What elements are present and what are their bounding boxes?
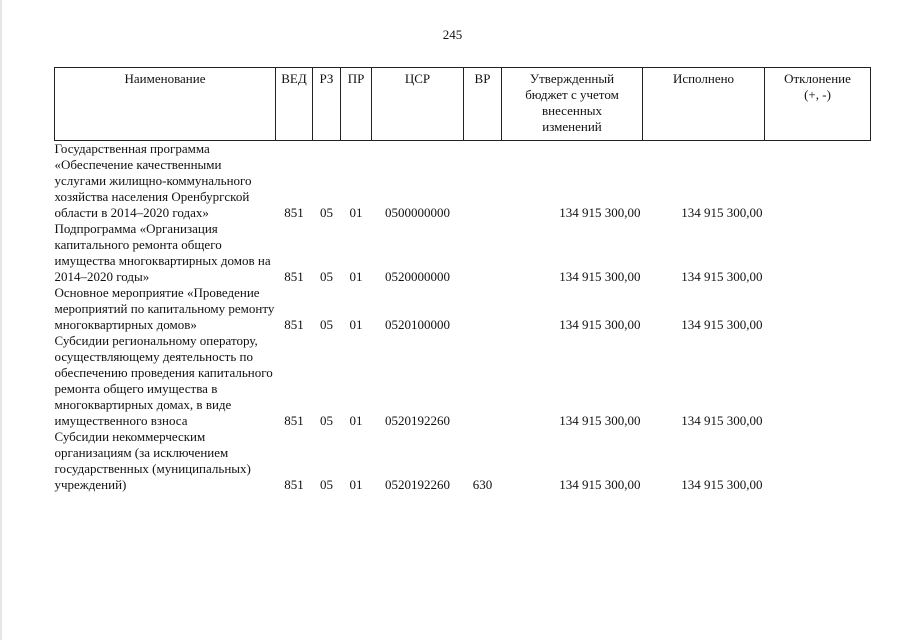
row-rz-cell: 05 <box>320 269 333 284</box>
row-vr-cell <box>464 333 502 429</box>
row-rz-cell: 05 <box>320 317 333 332</box>
row-pr-cell: 01 <box>349 413 363 428</box>
row-ved-cell: 851 <box>284 205 304 220</box>
row-ved-cell: 851 <box>284 317 304 332</box>
table-row <box>55 221 871 285</box>
table-row <box>55 429 871 493</box>
table-row <box>55 141 871 222</box>
row-vr-cell <box>464 221 502 285</box>
row-name-cell: Субсидии некоммерческим организациям (за исключением государственных (муниципальных) учреждений) <box>54 429 251 492</box>
row-executed-cell: 134 915 300,00 <box>681 205 763 220</box>
row-deviation-cell <box>765 285 871 333</box>
row-name-cell: Основное мероприятие «Проведение мероприятий по капитальному ремонту многоквартирных домов» <box>54 285 275 332</box>
row-csr-cell: 0500000000 <box>385 205 450 220</box>
col-deviation-header: Отклонение (+, -) <box>765 68 871 141</box>
row-csr-cell: 0520192260 <box>385 477 450 492</box>
row-vr-cell <box>464 141 502 222</box>
row-approved-cell: 134 915 300,00 <box>559 477 641 492</box>
row-pr-cell: 01 <box>349 205 363 220</box>
col-pr-header: ПР <box>341 68 372 141</box>
page-number: 245 <box>442 27 463 42</box>
row-vr-cell <box>464 285 502 333</box>
row-pr-cell: 01 <box>349 477 363 492</box>
row-ved-cell: 851 <box>284 269 304 284</box>
row-ved-cell: 851 <box>284 477 304 492</box>
row-deviation-cell <box>765 429 871 493</box>
col-rz-header: РЗ <box>313 68 341 141</box>
scan-edge <box>0 0 2 640</box>
col-name-header: Наименование <box>55 68 276 141</box>
col-executed-header: Исполнено <box>643 68 765 141</box>
row-approved-cell: 134 915 300,00 <box>559 269 641 284</box>
row-executed-cell: 134 915 300,00 <box>681 269 763 284</box>
row-name-cell: Субсидии региональному оператору, осуществляющему деятельность по обеспечению проведения капитального ремонта общего имущества в многоквартирных домах, в виде имущественного взноса <box>54 333 273 428</box>
col-ved-header: ВЕД <box>276 68 313 141</box>
row-deviation-cell <box>765 333 871 429</box>
row-rz-cell: 05 <box>320 205 333 220</box>
row-csr-cell: 0520000000 <box>385 269 450 284</box>
col-vr-header: ВР <box>464 68 502 141</box>
row-executed-cell: 134 915 300,00 <box>681 477 763 492</box>
row-pr-cell: 01 <box>349 269 363 284</box>
table-header-row <box>55 68 871 141</box>
row-csr-cell: 0520192260 <box>385 413 450 428</box>
row-name-cell: Подпрограмма «Организация капитального ремонта общего имущества многоквартирных домов на 2014–2020 годы» <box>54 221 271 284</box>
row-vr-cell: 630 <box>472 477 493 492</box>
table-row <box>55 285 871 333</box>
row-approved-cell: 134 915 300,00 <box>559 205 641 220</box>
row-rz-cell: 05 <box>320 477 333 492</box>
row-csr-cell: 0520100000 <box>385 317 450 332</box>
row-pr-cell: 01 <box>349 317 363 332</box>
col-csr-header: ЦСР <box>372 68 464 141</box>
row-deviation-cell <box>765 141 871 222</box>
row-name-cell: Государственная программа «Обеспечение качественными услугами жилищно-коммунального хозяйства населения Оренбургской области в 2014–2020 годах» <box>54 141 252 220</box>
row-rz-cell: 05 <box>320 413 333 428</box>
row-executed-cell: 134 915 300,00 <box>681 413 763 428</box>
row-executed-cell: 134 915 300,00 <box>681 317 763 332</box>
table-row <box>55 333 871 429</box>
col-approved-header: Утвержденный бюджет с учетом внесенных изменений <box>502 68 643 141</box>
budget-table <box>54 67 871 493</box>
row-approved-cell: 134 915 300,00 <box>559 413 641 428</box>
row-ved-cell: 851 <box>284 413 304 428</box>
row-approved-cell: 134 915 300,00 <box>559 317 641 332</box>
row-deviation-cell <box>765 221 871 285</box>
